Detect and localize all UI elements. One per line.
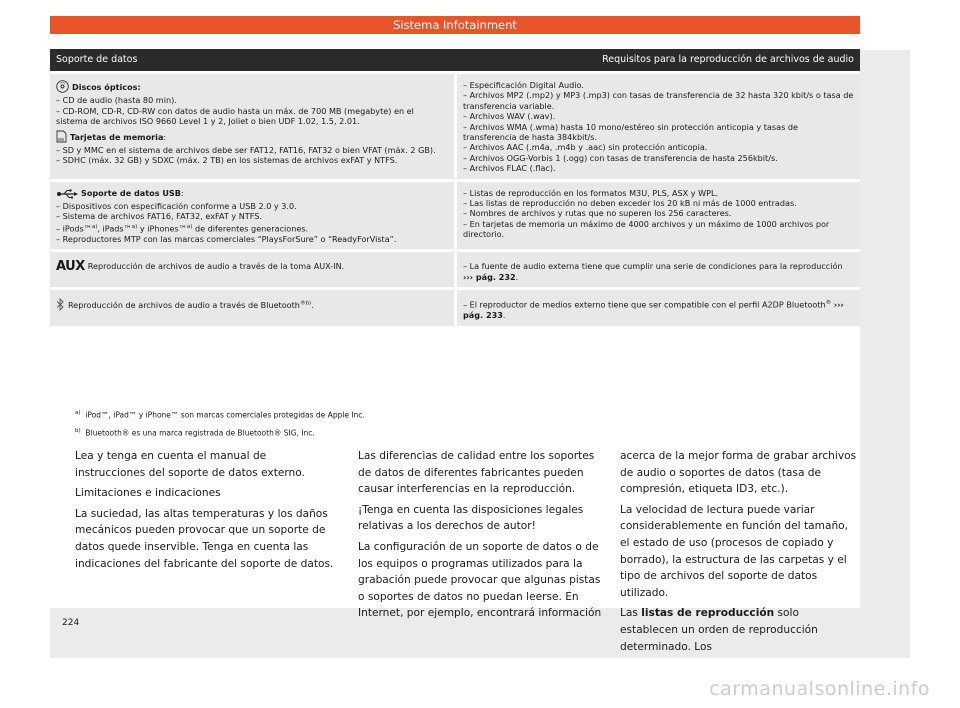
requirements-table (50, 49, 860, 326)
usb-icon (56, 189, 78, 201)
paragraph: La configuración de un soporte de datos o de los equipos o programas utilizados para la grabación puede provocar que algunas pistas o soportes de datos no puedan leerse. En Internet, por ejemplo, encontrará información (358, 540, 602, 620)
playlist-line: – Nombres de archivos y rutas que no superen los 256 caracteres. (463, 208, 732, 219)
usb-line-mtp: – Reproductores MTP con las marcas comerciales “PlaysForSure” o “ReadyForVista”. (56, 233, 397, 244)
text-column-1 (75, 448, 335, 576)
usb-line-1: – Dispositivos con especificación conforme a USB 2.0 y 3.0. (56, 201, 297, 212)
subheading-limitations: Limitaciones e indicaciones (75, 487, 221, 500)
playlist-line: – En tarjetas de memoria un máximo de 4000 archivos y un máximo de 1000 archivos por directorio. (463, 218, 830, 240)
col-header-requirements: Requisitos para la reproducción de archivos de audio (457, 49, 860, 71)
aux-text: Reproducción de archivos de audio a través de la toma AUX-IN. (87, 261, 345, 272)
format-line: – Archivos WMA (.wma) hasta 10 mono/estéreo sin protección anticopia y tasas de transferencia de hasta 384kbit/s. (463, 121, 798, 143)
aux-icon: AUX (56, 259, 85, 275)
usb-line-ipods: – iPods™$^{a)}$, iPads™$^{a)}$ y iPhones™$^{a)}$ de diferentes generaciones. (56, 223, 309, 234)
paragraph: Las listas de reproducción solo establecen un orden de reproducción determinado. Los (620, 607, 818, 653)
format-line: – Archivos OGG-Vorbis 1 (.ogg) con tasas de transferencia de hasta 256kbit/s. (463, 152, 778, 163)
footnote-a: $^{a)}$ iPod™, iPad™ y iPhone™ son marcas comerciales protegidas de Apple Inc. (75, 410, 365, 420)
cell-aux (50, 252, 454, 287)
optical-line-1: – CD de audio (hasta 80 min). (56, 95, 177, 106)
optical-line-2: – CD-ROM, CD-R, CD-RW con datos de audio hasta un máx. de 700 MB (megabyte) en el sistema de archivos ISO 9660 Level 1 y 2, Joliet o bien UDF 1.02, 1.5, 2.01. (56, 105, 414, 127)
paragraph: Las diferencias de calidad entre los soportes de datos de diferentes fabricantes pueden causar interferencias en la reproducción. (358, 450, 595, 496)
playlist-line: – Las listas de reproducción no deben exceder los 20 kB ni más de 1000 entradas. (463, 198, 797, 209)
cell-bluetooth-req: – El reproductor de medios externo tiene que ser compatible con el perfil A2DP Bluetooth® ››› pág. 233. (457, 290, 860, 326)
playlist-line: – Listas de reproducción en los formatos M3U, PLS, ASX y WPL. (463, 187, 719, 198)
format-line: – Archivos AAC (.m4a, .m4b y .aac) sin protección anticopia. (463, 142, 708, 153)
cell-bluetooth: Reproducción de archivos de audio a través de Bluetooth$^{®b)}$. (50, 290, 454, 326)
usb-heading-suffix: : (180, 187, 184, 198)
memory-heading-suffix: : (163, 131, 167, 142)
optical-heading: Discos ópticos: (72, 82, 141, 92)
table-row (50, 182, 860, 250)
paragraph: ¡Tenga en cuenta las disposiciones legales relativas a los derechos de autor! (358, 503, 584, 533)
format-line: – Archivos MP2 (.mp2) y MP3 (.mp3) con tasas de transferencia de 32 hasta 320 kbit/s o tasa de transferencia variable. (463, 90, 854, 111)
section-title: Sistema Infotainment (50, 16, 860, 34)
bluetooth-req-text: – El reproductor de medios externo tiene que ser compatible con el perfil A2DP Bluetooth (463, 299, 826, 310)
cell-aux-req: – La fuente de audio externa tiene que cumplir una serie de condiciones para la reproducción ››› pág. 232. (457, 252, 860, 287)
paragraph: La velocidad de lectura puede variar considerablemente en función del tamaño, el estado de uso (procesos de copiado y borrado), la estructura de las carpetas y el tipo de archivos del soporte de datos utilizado. (620, 503, 849, 599)
aux-page-link[interactable]: ››› pág. 232 (463, 271, 516, 282)
text-column-3 (620, 448, 858, 659)
table-row (50, 252, 860, 287)
cell-audio-formats (457, 74, 860, 179)
bluetooth-text: Reproducción de archivos de audio a través de Bluetooth (68, 300, 300, 311)
table-row (50, 290, 860, 326)
table-row (50, 74, 860, 179)
table-header (50, 49, 860, 71)
bluetooth-icon (56, 298, 65, 313)
paragraph: acerca de la mejor forma de grabar archivos de audio o soportes de datos (tasa de compresión, etiqueta ID3, etc.). (620, 450, 857, 496)
memory-line-2: – SDHC (máx. 32 GB) y SDXC (máx. 2 TB) en los sistemas de archivos exFAT y NTFS. (56, 155, 398, 166)
footnote-b: $^{b)}$ Bluetooth® es una marca registrada de Bluetooth® SIG, Inc. (75, 428, 315, 438)
format-line: – Archivos WAV (.wav). (463, 111, 556, 122)
cell-optical-memory (50, 74, 454, 179)
cell-usb (50, 182, 454, 250)
usb-line-2: – Sistema de archivos FAT16, FAT32, exFAT y NTFS. (56, 211, 262, 222)
text-column-2 (358, 448, 604, 626)
paragraph: La suciedad, las altas temperaturas y los daños mecánicos pueden provocar que un soporte de datos quede inservible. Tenga en cuenta las indicaciones del fabricante del soporte de datos. (75, 507, 334, 570)
disc-icon (56, 80, 69, 95)
aux-req-text: – La fuente de audio externa tiene que cumplir una serie de condiciones para la reproducción (463, 261, 843, 272)
paragraph: Lea y tenga en cuenta el manual de instrucciones del soporte de datos externo. (75, 450, 305, 479)
memory-line-1: – SD y MMC en el sistema de archivos debe ser FAT12, FAT16, FAT32 o bien VFAT (máx. 2 GB). (56, 145, 436, 156)
sd-card-icon (56, 130, 67, 145)
bluetooth-page-link[interactable]: ››› pág. 233 (463, 299, 844, 321)
watermark: carmanualsonline.info (709, 678, 930, 700)
playlists-term: listas de reproducción (641, 607, 775, 620)
cell-playlists (457, 182, 860, 250)
format-line: – Especificación Digital Audio. (463, 80, 584, 90)
page-number: 224 (62, 618, 80, 628)
memory-heading: Tarjetas de memoria (70, 131, 164, 142)
col-header-media: Soporte de datos (50, 49, 454, 71)
usb-heading: Soporte de datos USB (81, 187, 181, 198)
format-line: – Archivos FLAC (.flac). (463, 163, 556, 174)
